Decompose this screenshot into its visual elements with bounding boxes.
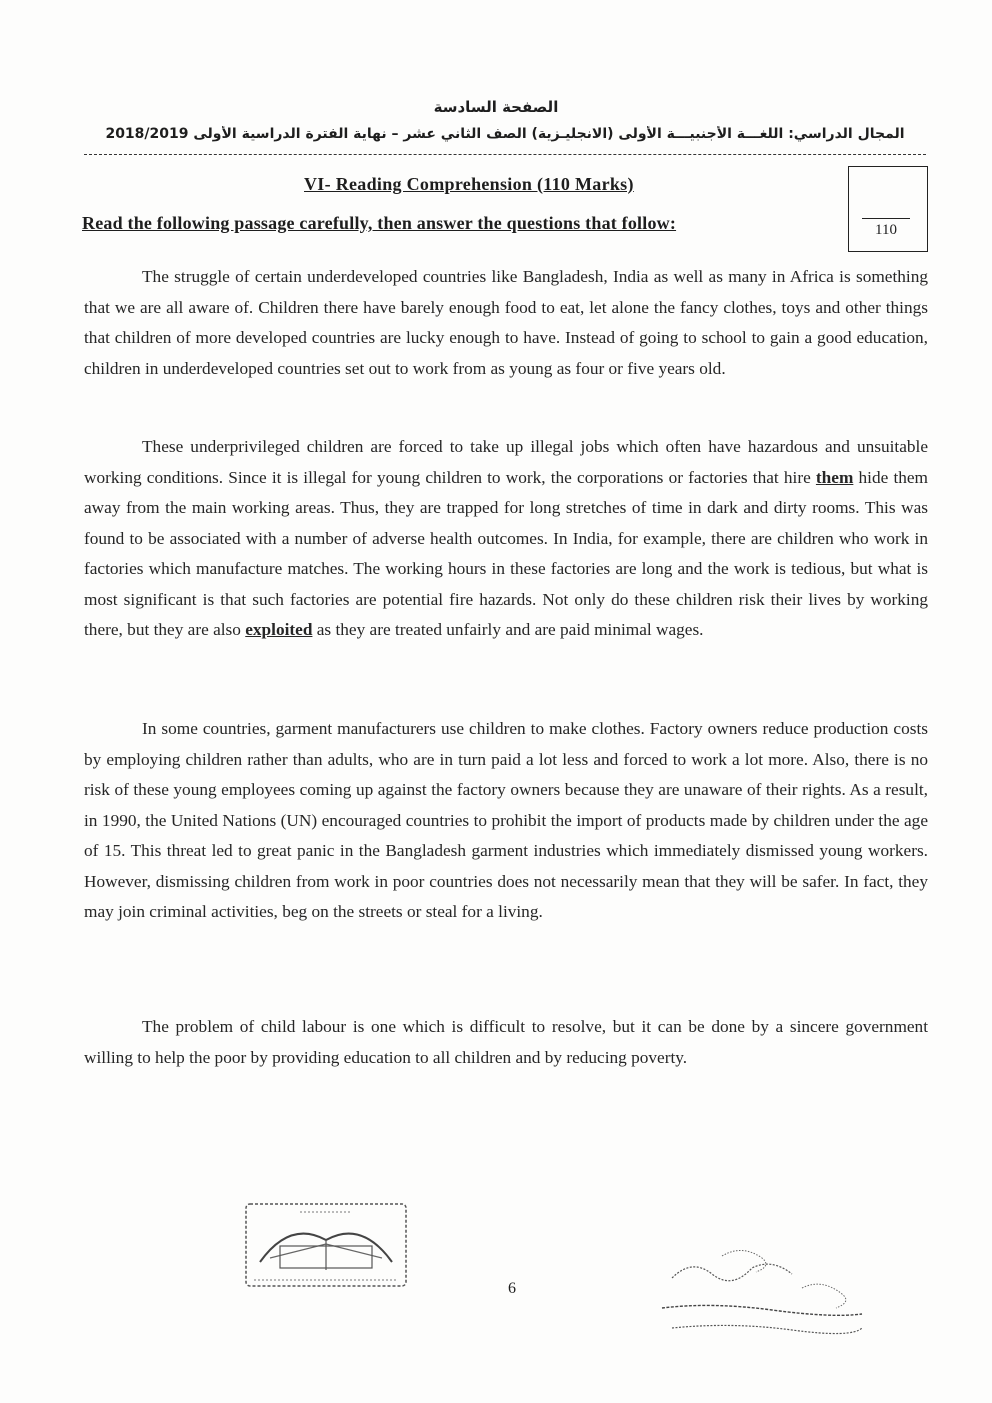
marks-box-value: 110	[875, 222, 897, 238]
paragraph-2-text-b: hide them away from the main working areas. Thus, they are trapped for long stretches of time in dark and dirty rooms. This was found to be associated with a number of adverse health outcomes. In India, for example, there are children who work in factories which manufacture matches. The working hours in these factories are long and the work is tedious, but what is most significant is that such factories are potential fire hazards. Not only do these children risk their lives by working there, but they are also	[84, 467, 929, 639]
page-number: 6	[508, 1280, 516, 1297]
ministry-stamp-icon	[240, 1200, 412, 1292]
paragraph-2-text-c: as they are treated unfairly and are paid minimal wages.	[312, 620, 704, 639]
passage-paragraph-2	[84, 432, 928, 646]
marks-box-line	[862, 218, 910, 219]
paragraph-1-text: The struggle of certain underdeveloped countries like Bangladesh, India as well as many in Africa is something that we are all aware of. Children there have barely enough food to eat, let alone the fancy clothes, toys and other things that children of more developed countries are lucky enough to have. Instead of going to school to gain a good education, children in underdeveloped countries set out to work from as young as four or five years old.	[84, 267, 928, 378]
instruction-text: Read the following passage carefully, then answer the questions that follow:	[82, 213, 677, 233]
paragraph-3-text: In some countries, garment manufacturers use children to make clothes. Factory owners reduce production costs by employing children rather than adults, who are in turn paid a lot less and forced to work a lot more. Also, there is no risk of these young employees coming up against the factory owners because they are unaware of their rights. As a result, in 1990, the United Nations (UN) encouraged countries to prohibit the import of products made by children under the age of 15. This threat led to great panic in the Bangladesh garment industries which immediately dismissed young workers. However, dismissing children from work in poor countries does not necessarily mean that they will be safer. In fact, they may join criminal activities, beg on the streets or steal for a living.	[84, 719, 928, 921]
passage-paragraph-3	[84, 714, 928, 928]
signature-icon	[652, 1238, 872, 1342]
passage-paragraph-4	[84, 1012, 928, 1073]
emphasized-word-them: them	[815, 467, 854, 487]
paragraph-2-text-a: These underprivileged children are forced to take up illegal jobs which often have hazardous and unsuitable working conditions. Since it is illegal for young children to work, the corporations or factories that hire	[84, 437, 928, 487]
marks-box	[848, 166, 928, 252]
passage-paragraph-1	[84, 262, 928, 384]
emphasized-word-exploited: exploited	[245, 620, 313, 639]
paragraph-4-text: The problem of child labour is one which is difficult to resolve, but it can be done by a sincere government willing to help the poor by providing education to all children and by reducing poverty.	[84, 1017, 928, 1067]
header-divider	[84, 154, 926, 155]
page-label: الصفحة السادسة	[433, 98, 559, 116]
section-title: VI- Reading Comprehension (110 Marks)	[304, 174, 634, 194]
subject-header: المجال الدراسي: اللغـــة الأجنبيـــة الأولى (الانجليـزية) الصف الثاني عشر – نهاية الفترة الدراسية الأولى 2018/2019	[105, 126, 905, 142]
